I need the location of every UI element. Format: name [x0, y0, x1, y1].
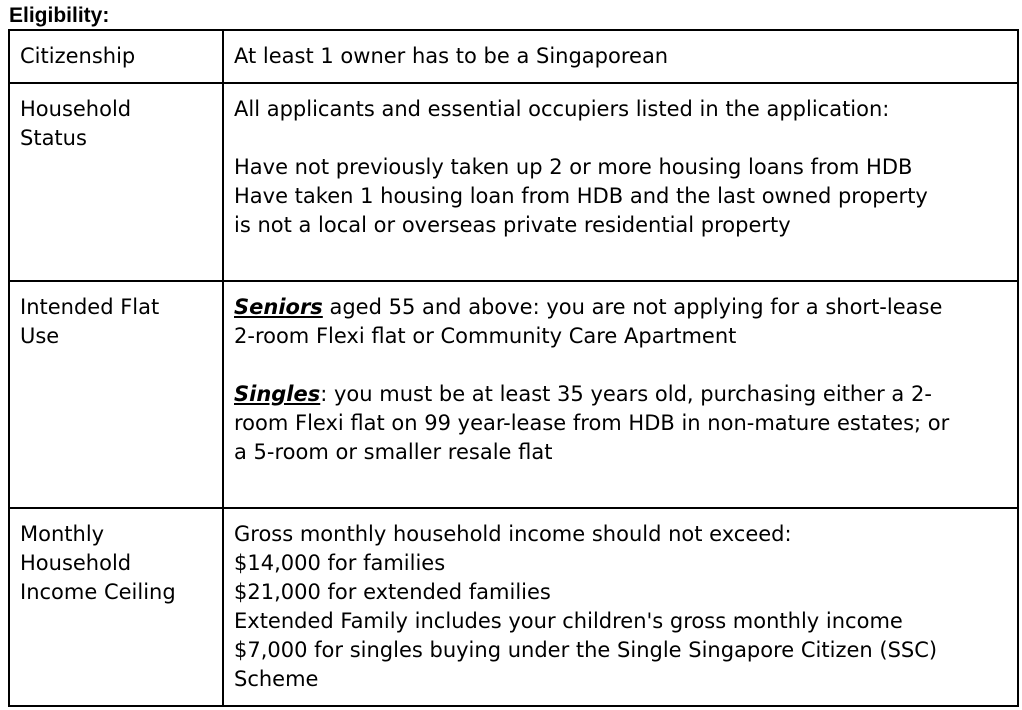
row-label-text: Household [20, 97, 132, 121]
row-content-text: a 5-room or smaller resale flat [234, 440, 553, 464]
page-title: Eligibility: [9, 4, 110, 27]
row-content-text: : you must be at least 35 years old, purchasing either a 2- [320, 382, 932, 406]
table-row-intended-flat-use [9, 281, 1018, 508]
row-content-text: Have not previously taken up 2 or more housing loans from HDB [234, 155, 913, 179]
row-content-text: is not a local or overseas private residential property [234, 213, 791, 237]
row-label [9, 281, 223, 508]
row-content-text: $21,000 for extended families [234, 580, 551, 604]
row-content-text: $7,000 for singles buying under the Single Singapore Citizen (SSC) [234, 638, 938, 662]
singles-line [234, 380, 1007, 409]
row-content [223, 83, 1018, 281]
eligibility-table [8, 29, 1019, 707]
row-label-text: Income Ceiling [20, 580, 176, 604]
seniors-term: Seniors [234, 295, 323, 319]
row-label [9, 83, 223, 281]
row-content-text: room Flexi flat on 99 year-lease from HDB in non-mature estates; or [234, 411, 950, 435]
row-content-text: Scheme [234, 667, 319, 691]
row-label [9, 508, 223, 706]
row-content-text: Gross monthly household income should not exceed: [234, 522, 792, 546]
row-content-text: $14,000 for families [234, 551, 446, 575]
row-content [223, 508, 1018, 706]
row-content-text: At least 1 owner has to be a Singaporean [234, 44, 669, 68]
table-row-income-ceiling [9, 508, 1018, 706]
row-label-text: Household [20, 551, 132, 575]
row-content-text: Extended Family includes your children's gross monthly income [234, 609, 903, 633]
seniors-line [234, 293, 1007, 322]
row-content [223, 281, 1018, 508]
singles-term: Singles [234, 382, 321, 406]
row-label-text: Citizenship [20, 44, 136, 68]
row-label-text: Status [20, 126, 87, 150]
row-label-text: Intended Flat [20, 295, 160, 319]
row-content-text: 2-room Flexi flat or Community Care Apartment [234, 324, 737, 348]
row-content [223, 30, 1018, 83]
row-content-text: All applicants and essential occupiers listed in the application: [234, 97, 890, 121]
row-content-text: Have taken 1 housing loan from HDB and the last owned property [234, 184, 928, 208]
row-label-text: Monthly [20, 522, 105, 546]
table-row-citizenship [9, 30, 1018, 83]
row-label [9, 30, 223, 83]
row-label-text: Use [20, 324, 60, 348]
table-row-household-status [9, 83, 1018, 281]
row-content-text: aged 55 and above: you are not applying for a short-lease [322, 295, 943, 319]
